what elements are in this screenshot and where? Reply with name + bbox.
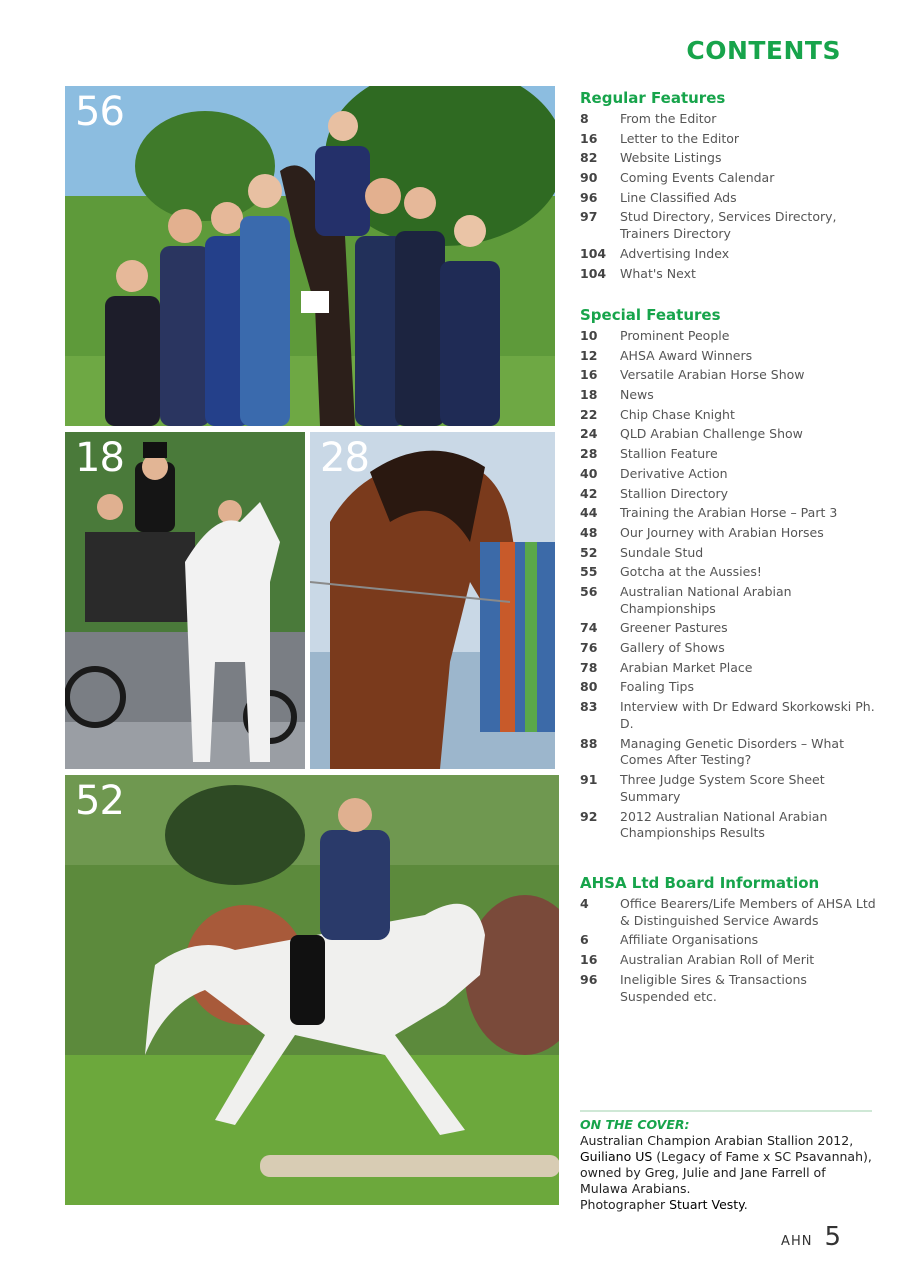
toc-entry-title: Australian Arabian Roll of Merit: [620, 952, 815, 968]
toc-page-number: 18: [580, 387, 598, 403]
toc-entry-title: Stud Directory, Services Directory, Trainers Directory: [620, 209, 837, 242]
toc-entry-title: Our Journey with Arabian Horses: [620, 524, 824, 540]
toc-entry: [580, 111, 880, 128]
toc-entry-title: Sundale Stud: [620, 544, 704, 560]
toc-entry: [580, 150, 880, 167]
toc-entry: [580, 209, 880, 243]
page-footer: [781, 1222, 841, 1252]
toc-entry: [580, 620, 880, 637]
toc-page-number: 22: [580, 406, 598, 422]
section-title: Special Features: [580, 306, 721, 324]
photo-carriage-art: [65, 432, 305, 769]
toc-entry-title: Line Classified Ads: [620, 189, 737, 205]
toc-page-number: 24: [580, 426, 598, 442]
toc-entry-title: Greener Pastures: [620, 620, 728, 636]
toc-entry-title: Managing Genetic Disorders – What Comes After Testing?: [620, 735, 844, 768]
toc-entry-title: Gotcha at the Aussies!: [620, 564, 762, 580]
toc-page-number: 97: [580, 209, 598, 225]
toc-entry: [580, 328, 880, 345]
cover-horse-name: Guiliano US: [580, 1149, 653, 1164]
photo-bay-stallion: [310, 432, 555, 769]
regular-features-section: [580, 88, 880, 285]
photo-page-number: 18: [75, 435, 124, 481]
photo-endurance-rider: [65, 775, 559, 1205]
toc-entry: [580, 972, 880, 1006]
section-title: AHSA Ltd Board Information: [580, 874, 820, 892]
ahsa-board-section: [580, 873, 880, 1008]
page-number: 5: [824, 1222, 841, 1252]
toc-entry-title: Foaling Tips: [620, 679, 694, 695]
toc-entry: [580, 505, 880, 522]
toc-entry-title: Affiliate Organisations: [620, 932, 759, 948]
toc-page-number: 4: [580, 896, 589, 911]
cover-line: Australian Champion Arabian Stallion 2012,: [580, 1133, 854, 1148]
toc-page-number: 40: [580, 465, 598, 481]
toc-entry-title: Versatile Arabian Horse Show: [620, 367, 805, 383]
toc-page-number: 12: [580, 347, 598, 363]
toc-entry-title: Letter to the Editor: [620, 130, 740, 146]
toc-page-number: 96: [580, 189, 598, 205]
toc-entry: [580, 564, 880, 581]
toc-entry-title: Website Listings: [620, 150, 722, 166]
toc-page-number: 6: [580, 932, 589, 948]
toc-entry-title: Derivative Action: [620, 465, 728, 481]
toc-page-number: 78: [580, 659, 598, 675]
toc-entry-title: What's Next: [620, 265, 696, 281]
toc-entry: [580, 660, 880, 677]
toc-entry-title: Stallion Directory: [620, 485, 729, 501]
toc-page-number: 16: [580, 130, 598, 146]
toc-entry: [580, 348, 880, 365]
toc-entry: [580, 367, 880, 384]
toc-entry: [580, 772, 880, 806]
on-the-cover-box: [580, 1110, 872, 1213]
toc-entry: [580, 545, 880, 562]
toc-entry-title: Prominent People: [620, 328, 730, 343]
toc-page-number: 104: [580, 245, 607, 261]
toc-entry: [580, 584, 880, 618]
photo-page-number: 52: [75, 778, 124, 824]
toc-page-number: 42: [580, 485, 598, 501]
toc-entry: [580, 426, 880, 443]
cover-caption: [580, 1133, 872, 1213]
toc-page-number: 28: [580, 446, 598, 462]
toc-entry: [580, 407, 880, 424]
cover-photographer-label: Photographer: [580, 1197, 670, 1212]
divider: [580, 1110, 872, 1112]
toc-entry-title: Office Bearers/Life Members of AHSA Ltd & Distinguished Service Awards: [620, 896, 876, 928]
section-title: Regular Features: [580, 89, 726, 107]
photo-endurance-art: [65, 775, 559, 1205]
toc-entry-title: Gallery of Shows: [620, 640, 725, 656]
toc-entry: [580, 466, 880, 483]
toc-page-number: 52: [580, 544, 598, 560]
toc-entry: [580, 896, 880, 930]
photo-group-art: [65, 86, 555, 426]
page-title: CONTENTS: [686, 36, 841, 65]
toc-page-number: 83: [580, 699, 598, 715]
toc-entry-title: Interview with Dr Edward Skorkowski Ph. D.: [620, 699, 875, 731]
toc-entry: [580, 387, 880, 404]
toc-page-number: 82: [580, 150, 598, 166]
toc-entry-title: Australian National Arabian Championships: [620, 583, 792, 616]
cover-line: (Legacy of Fame x SC Psavannah), owned by Greg, Julie and Jane Farrell of Mulawa Arabians.: [580, 1149, 872, 1196]
toc-page-number: 91: [580, 772, 598, 788]
toc-entry-title: Coming Events Calendar: [620, 170, 775, 186]
toc-list: [580, 328, 880, 842]
photo-group-with-champion-horse: [65, 86, 555, 426]
toc-entry: [580, 446, 880, 463]
toc-entry: [580, 699, 880, 733]
special-features-section: [580, 305, 880, 845]
toc-entry: [580, 525, 880, 542]
toc-entry-title: Chip Chase Knight: [620, 406, 735, 422]
toc-page-number: 80: [580, 679, 598, 695]
toc-entry-title: QLD Arabian Challenge Show: [620, 426, 803, 442]
toc-page-number: 92: [580, 808, 598, 824]
toc-page-number: 16: [580, 367, 598, 383]
toc-entry-title: Three Judge System Score Sheet Summary: [620, 772, 825, 804]
toc-page-number: 96: [580, 971, 598, 987]
toc-page-number: 74: [580, 620, 598, 636]
photo-stallion-art: [310, 432, 555, 769]
toc-entry-title: Arabian Market Place: [620, 659, 753, 675]
toc-page-number: 8: [580, 111, 589, 126]
toc-entry-title: Advertising Index: [620, 245, 730, 261]
toc-entry-title: Stallion Feature: [620, 446, 718, 462]
toc-page-number: 16: [580, 952, 598, 968]
toc-page-number: 56: [580, 583, 598, 599]
toc-page-number: 48: [580, 524, 598, 540]
toc-page-number: 104: [580, 265, 607, 281]
toc-list: [580, 896, 880, 1005]
toc-entry: [580, 952, 880, 969]
toc-page-number: 88: [580, 735, 598, 751]
cover-photographer: Stuart Vesty: [669, 1197, 744, 1212]
photo-page-number: 56: [75, 89, 124, 135]
toc-entry: [580, 190, 880, 207]
toc-entry-title: Ineligible Sires & Transactions Suspended etc.: [620, 971, 807, 1004]
toc-entry-title: 2012 Australian National Arabian Championships Results: [620, 808, 828, 841]
toc-entry: [580, 640, 880, 657]
magazine-name: AHN: [781, 1234, 813, 1249]
toc-entry: [580, 932, 880, 949]
toc-page-number: 76: [580, 640, 598, 656]
toc-entry-title: Training the Arabian Horse – Part 3: [620, 505, 838, 521]
toc-entry-title: News: [620, 387, 654, 403]
toc-page-number: 44: [580, 505, 598, 521]
toc-entry-title: From the Editor: [620, 111, 717, 126]
photo-carriage-driving: [65, 432, 305, 769]
cover-heading: ON THE COVER:: [580, 1117, 690, 1132]
toc-list: [580, 111, 880, 282]
toc-entry: [580, 246, 880, 263]
toc-page-number: 10: [580, 328, 598, 343]
toc-entry: [580, 486, 880, 503]
toc-page-number: 90: [580, 170, 598, 186]
toc-entry: [580, 131, 880, 148]
toc-entry: [580, 170, 880, 187]
toc-page-number: 55: [580, 564, 598, 580]
toc-entry: [580, 266, 880, 283]
photo-page-number: 28: [320, 435, 369, 481]
cover-end: .: [743, 1197, 748, 1212]
toc-entry: [580, 679, 880, 696]
toc-entry-title: AHSA Award Winners: [620, 347, 753, 363]
toc-entry: [580, 809, 880, 843]
toc-entry: [580, 736, 880, 770]
